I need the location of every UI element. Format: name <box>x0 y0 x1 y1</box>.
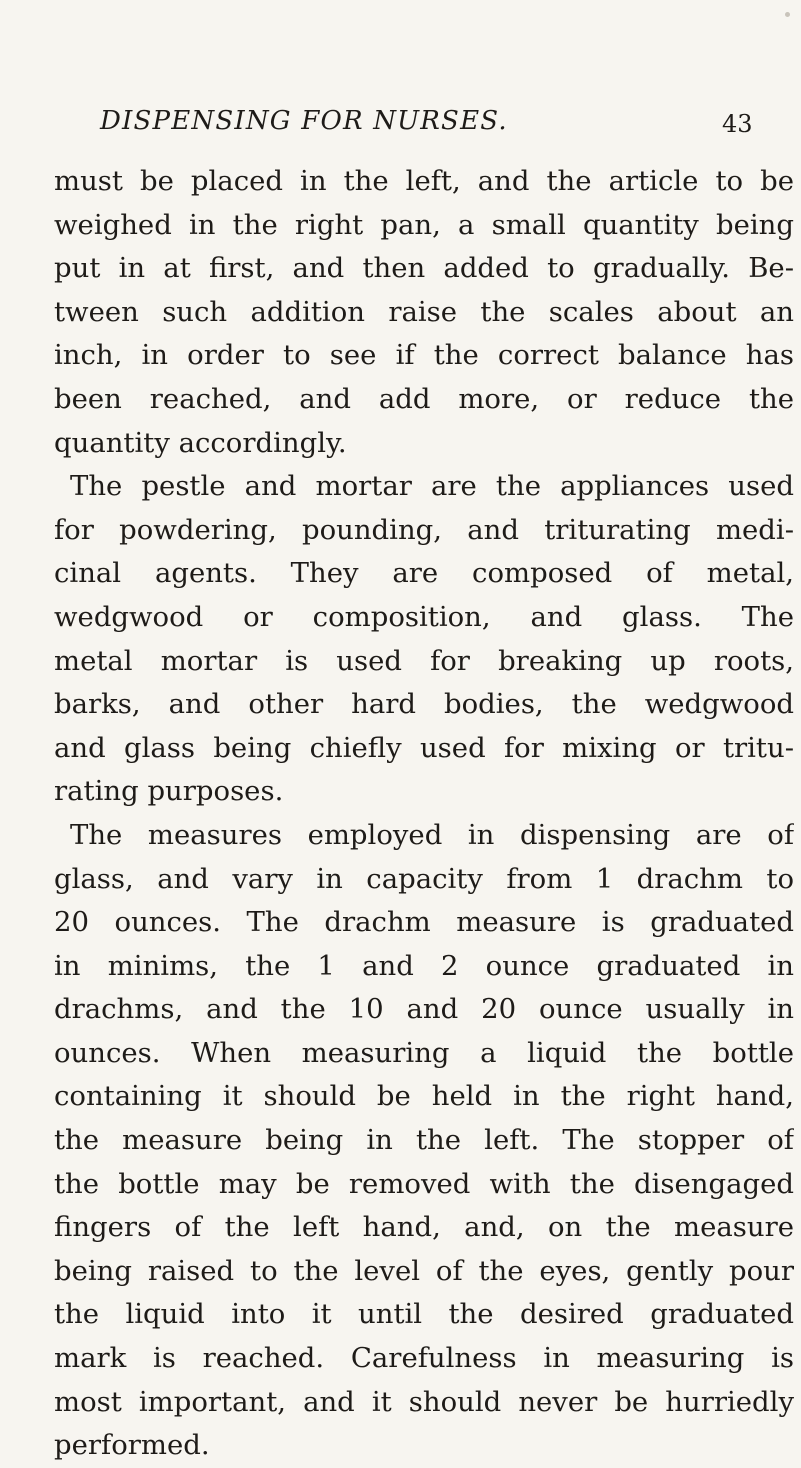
text-line: rating purposes. <box>54 775 284 808</box>
text-line: being raised to the level of the eyes, gently pour <box>54 1254 794 1287</box>
text-line: glass, and vary in capacity from 1 drachm to <box>54 862 794 895</box>
running-title: DISPENSING FOR NURSES. <box>100 106 508 136</box>
text-line: The measures employed in dispensing are of <box>70 818 794 851</box>
text-line: must be placed in the left, and the article to be <box>54 165 794 197</box>
text-line: containing it should be held in the right hand, <box>54 1080 794 1113</box>
text-line: inch, in order to see if the correct balance has <box>54 339 794 372</box>
text-line: weighed in the right pan, a small quantity being <box>54 208 794 241</box>
text-line: in minims, the 1 and 2 ounce graduated in <box>54 949 794 982</box>
body-text <box>54 160 794 1468</box>
text-line: wedgwood or composition, and glass. The <box>54 600 794 633</box>
text-line: 20 ounces. The drachm measure is graduated <box>54 906 794 939</box>
text-line: and glass being chiefly used for mixing or tritu- <box>54 731 794 764</box>
text-line: metal mortar is used for breaking up roots, <box>54 644 794 677</box>
page-number: 43 <box>722 110 753 138</box>
text-line: mark is reached. Carefulness in measuring is <box>54 1342 794 1375</box>
text-line: performed. <box>54 1429 210 1462</box>
text-line: been reached, and add more, or reduce the <box>54 382 794 415</box>
text-line: fingers of the left hand, and, on the measure <box>54 1211 794 1244</box>
text-line: drachms, and the 10 and 20 ounce usually in <box>54 993 794 1026</box>
text-line: quantity accordingly. <box>54 426 347 459</box>
text-line: The pestle and mortar are the appliances used <box>70 470 794 503</box>
text-line: ounces. When measuring a liquid the bottle <box>54 1036 794 1069</box>
text-line: barks, and other hard bodies, the wedgwood <box>54 688 794 721</box>
paper-speck <box>785 12 790 17</box>
text-line: the measure being in the left. The stopper of <box>54 1124 794 1157</box>
text-line: most important, and it should never be hurriedly <box>54 1385 794 1418</box>
text-line: for powdering, pounding, and triturating medi- <box>54 513 794 546</box>
text-line: tween such addition raise the scales about an <box>54 295 794 328</box>
text-line: the liquid into it until the desired graduated <box>54 1298 794 1331</box>
text-line: put in at first, and then added to gradually. Be- <box>54 252 794 285</box>
text-line: cinal agents. They are composed of metal, <box>54 557 794 590</box>
text-line: the bottle may be removed with the disengaged <box>54 1167 794 1200</box>
